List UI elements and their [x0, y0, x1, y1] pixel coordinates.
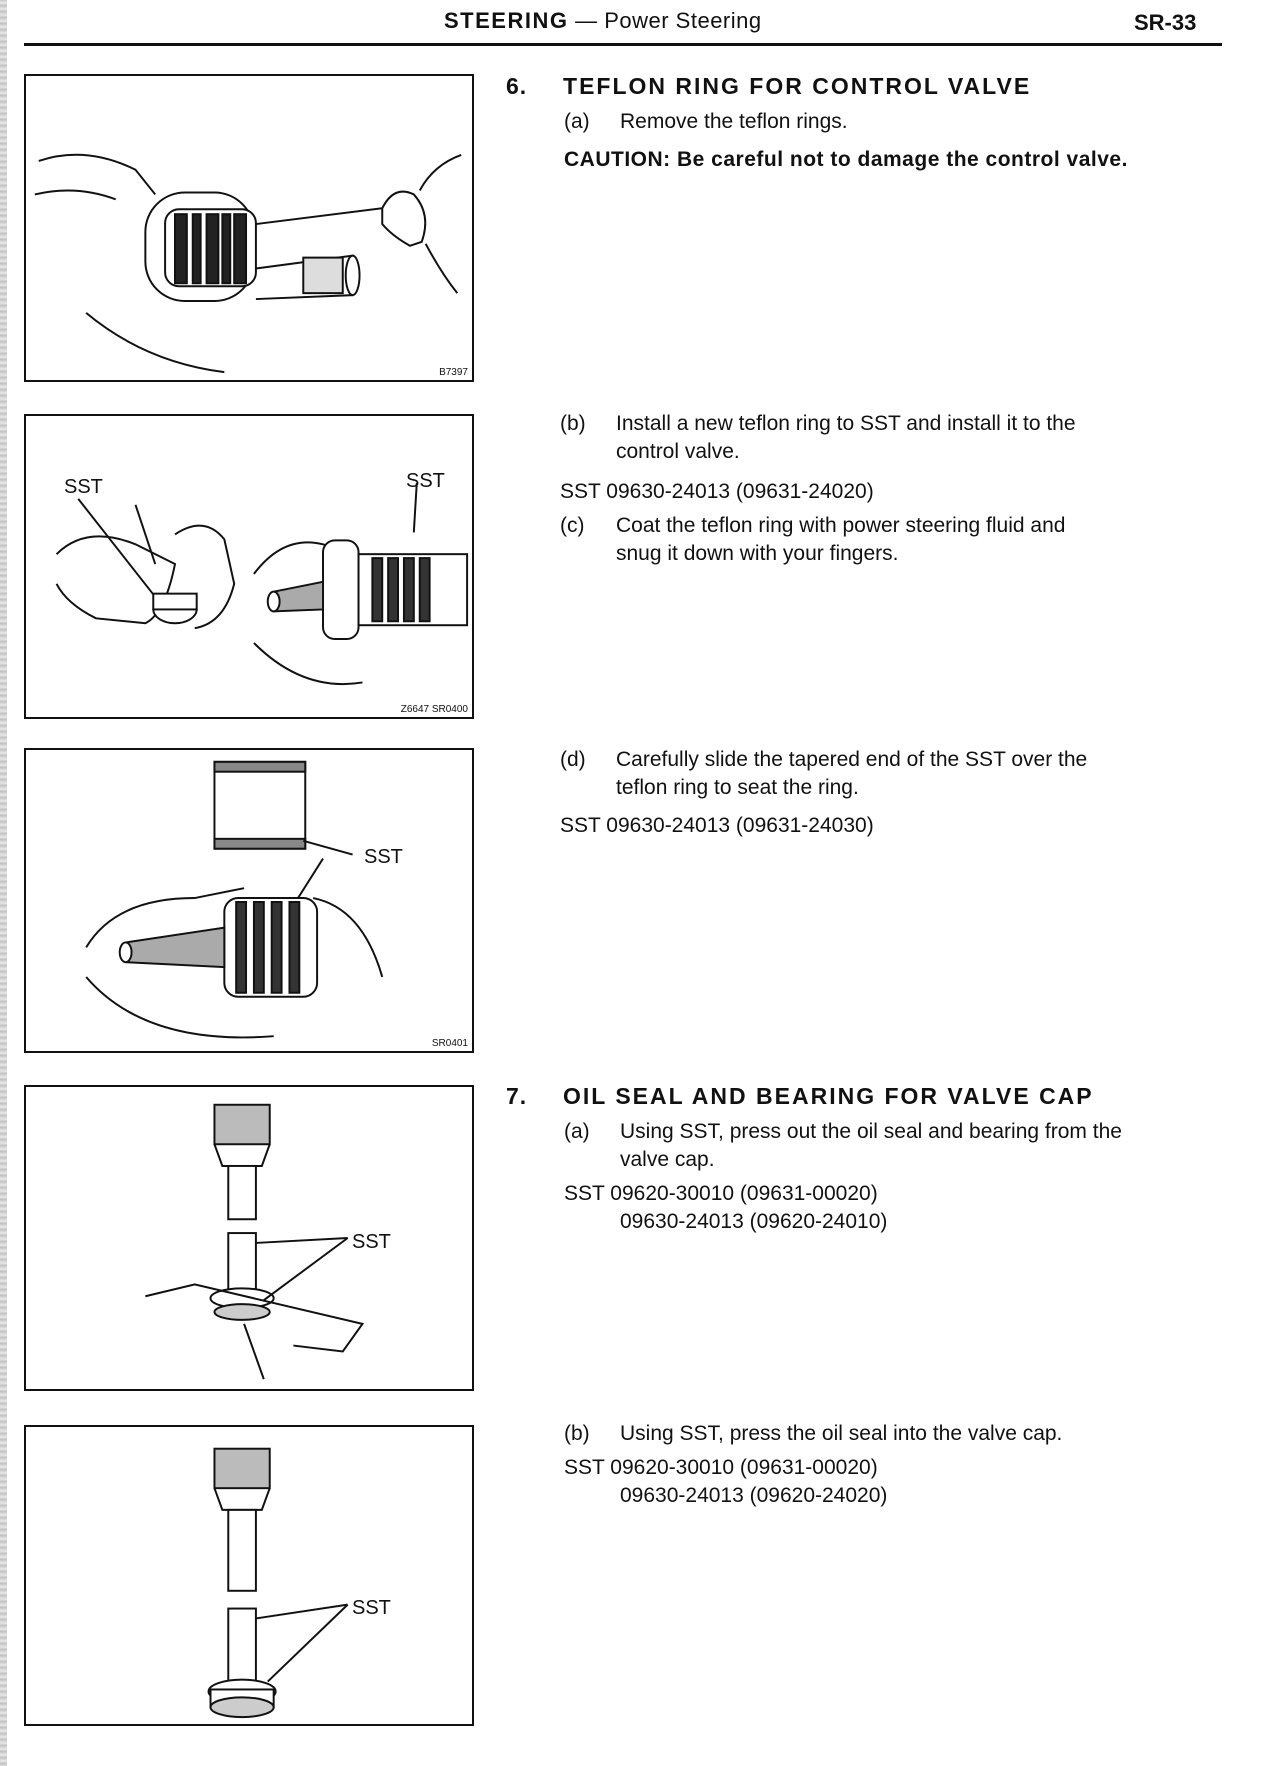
- step-6d: [560, 746, 1210, 802]
- step-number: 7.: [506, 1083, 528, 1109]
- figure-code: SR0401: [431, 1038, 468, 1049]
- running-header: [444, 8, 762, 34]
- sst-label-right: SST: [406, 470, 445, 492]
- step-title: TEFLON RING FOR CONTROL VALVE: [563, 73, 1032, 99]
- sst-label-left: SST: [64, 476, 103, 498]
- figure-remove-teflon-rings: [24, 74, 474, 382]
- section-name: STEERING: [444, 8, 569, 33]
- step-6b: [560, 410, 1210, 466]
- item-text-line1: Coat the teflon ring with power steering fluid and: [616, 514, 1066, 537]
- item-text-line2: snug it down with your fingers.: [616, 542, 899, 565]
- item-tag: (b): [564, 1422, 590, 1445]
- step-6b-sst: SST 09630-24013 (09631-24020): [560, 480, 874, 503]
- figure-seat-teflon-ring: [24, 748, 474, 1053]
- figure-code: B7397: [439, 367, 468, 378]
- illustration-install-ring: [26, 416, 472, 717]
- step-number: 6.: [506, 73, 528, 99]
- item-tag: (a): [564, 110, 590, 133]
- item-text: Remove the teflon rings.: [620, 110, 848, 133]
- item-text-line1: Using SST, press out the oil seal and bearing from the: [620, 1120, 1122, 1143]
- step-7b: [564, 1420, 1214, 1448]
- section-subtitle: — Power Steering: [575, 8, 762, 33]
- step-7-heading: [506, 1082, 1094, 1112]
- item-tag: (a): [564, 1120, 590, 1143]
- step-6a: [564, 108, 848, 136]
- step-title: OIL SEAL AND BEARING FOR VALVE CAP: [563, 1083, 1094, 1109]
- item-tag: (b): [560, 412, 586, 435]
- figure-press-out-oil-seal: [24, 1085, 474, 1391]
- step-7a-sst-2: 09630-24013 (09620-24010): [620, 1210, 888, 1233]
- figure-code: Z6647 SR0400: [400, 704, 468, 715]
- step-7a-sst-1: SST 09620-30010 (09631-00020): [564, 1182, 878, 1205]
- step-6c: [560, 512, 1210, 568]
- item-text-line2: teflon ring to seat the ring.: [616, 776, 859, 799]
- sst-label: SST: [352, 1231, 391, 1253]
- step-7a: [564, 1118, 1214, 1174]
- sst-label: SST: [352, 1597, 391, 1619]
- step-6-heading: [506, 72, 1031, 102]
- header-rule: [24, 43, 1222, 46]
- item-text: Using SST, press the oil seal into the valve cap.: [620, 1422, 1063, 1445]
- item-tag: (c): [560, 514, 585, 537]
- item-tag: (d): [560, 748, 586, 771]
- illustration-remove-rings: [26, 76, 472, 380]
- illustration-press-in: [26, 1427, 472, 1724]
- scanned-page-edge: [0, 0, 7, 1766]
- figure-install-teflon-ring: [24, 414, 474, 719]
- step-6d-sst: SST 09630-24013 (09631-24030): [560, 814, 874, 837]
- step-7b-sst-1: SST 09620-30010 (09631-00020): [564, 1456, 878, 1479]
- item-text-line1: Carefully slide the tapered end of the SST over the: [616, 748, 1088, 771]
- item-text-line2: valve cap.: [620, 1148, 715, 1171]
- caution-note: CAUTION: Be careful not to damage the control valve.: [564, 148, 1128, 171]
- step-7b-sst-2: 09630-24013 (09620-24020): [620, 1484, 888, 1507]
- figure-press-in-oil-seal: [24, 1425, 474, 1726]
- illustration-seat-ring: [26, 750, 472, 1051]
- illustration-press-out: [26, 1087, 472, 1389]
- page-number: SR-33: [1134, 10, 1197, 35]
- sst-label: SST: [364, 846, 403, 868]
- item-text-line2: control valve.: [616, 440, 740, 463]
- item-text-line1: Install a new teflon ring to SST and install it to the: [616, 412, 1076, 435]
